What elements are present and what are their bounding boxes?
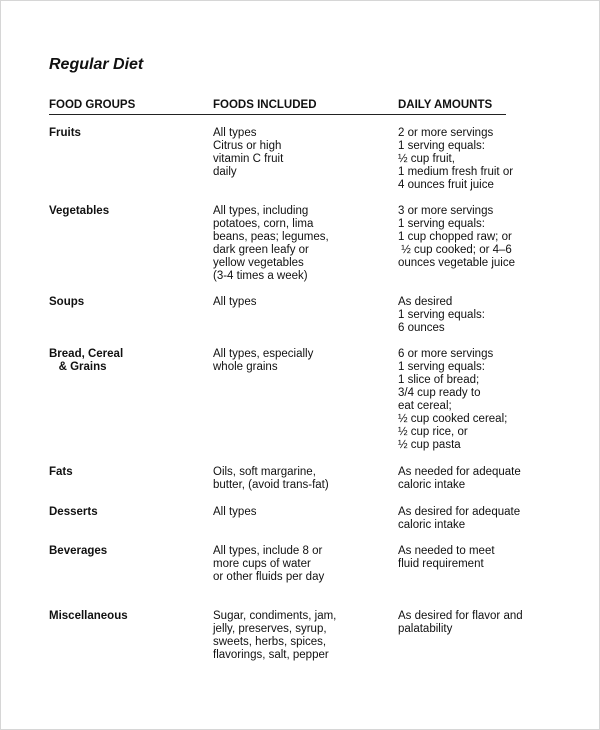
cell-line: caloric intake xyxy=(398,479,466,491)
foods-included-cell xyxy=(213,205,329,283)
daily-amounts-cell xyxy=(398,466,521,492)
daily-amounts-cell xyxy=(398,205,515,270)
cell-line: 1 serving equals: xyxy=(398,140,485,152)
cell-line: Sugar, condiments, jam, xyxy=(213,610,337,622)
cell-line: daily xyxy=(213,166,237,178)
cell-line: whole grains xyxy=(213,361,278,373)
cell-line: ½ cup fruit, xyxy=(398,153,455,165)
cell-line: 6 ounces xyxy=(398,322,445,334)
cell-line: palatability xyxy=(398,623,453,635)
cell-line: ounces vegetable juice xyxy=(398,257,515,269)
cell-line: caloric intake xyxy=(398,519,466,531)
foods-included-cell xyxy=(213,610,336,662)
cell-line: 1 slice of bread; xyxy=(398,374,480,386)
cell-line: 3 or more servings xyxy=(398,205,494,217)
column-header-foods-included: FOODS INCLUDED xyxy=(213,99,317,111)
cell-line: sweets, herbs, spices, xyxy=(213,636,327,648)
food-group-cell xyxy=(49,348,123,374)
cell-line: All types xyxy=(213,296,257,308)
cell-line: potatoes, corn, lima xyxy=(213,218,314,230)
cell-line: ½ cup rice, or xyxy=(398,426,468,438)
food-group-cell xyxy=(49,610,128,623)
cell-line: 2 or more servings xyxy=(398,127,494,139)
cell-line: As desired for adequate xyxy=(398,506,521,518)
food-group-cell xyxy=(49,545,107,558)
cell-line: As desired xyxy=(398,296,453,308)
table-header xyxy=(49,99,506,115)
food-group-cell xyxy=(49,506,98,519)
cell-line: more cups of water xyxy=(213,558,311,570)
cell-line: Citrus or high xyxy=(213,140,282,152)
cell-line: All types xyxy=(213,127,257,139)
cell-line: flavorings, salt, pepper xyxy=(213,649,329,661)
cell-line: ½ cup pasta xyxy=(398,439,461,451)
cell-line: (3-4 times a week) xyxy=(213,270,308,282)
daily-amounts-cell xyxy=(398,348,507,452)
cell-line: 1 cup chopped raw; or xyxy=(398,231,512,243)
cell-line: 1 serving equals: xyxy=(398,361,485,373)
cell-line: or other fluids per day xyxy=(213,571,325,583)
food-group-cell xyxy=(49,127,81,140)
cell-line: Soups xyxy=(49,296,85,308)
cell-line: Vegetables xyxy=(49,205,110,217)
foods-included-cell xyxy=(213,545,324,584)
daily-amounts-cell xyxy=(398,506,520,532)
column-header-food-groups: FOOD GROUPS xyxy=(49,99,136,111)
cell-line: All types, including xyxy=(213,205,309,217)
document-title: Regular Diet xyxy=(49,56,144,73)
cell-line: Miscellaneous xyxy=(49,610,128,622)
cell-line: Desserts xyxy=(49,506,98,518)
cell-line: Bread, Cereal xyxy=(49,348,124,360)
daily-amounts-cell xyxy=(398,127,513,192)
cell-line: eat cereal; xyxy=(398,400,452,412)
cell-line: As needed to meet xyxy=(398,545,495,557)
foods-included-cell xyxy=(213,296,256,309)
cell-line: ½ cup cooked cereal; xyxy=(398,413,508,425)
cell-line: 1 medium fresh fruit or xyxy=(398,166,514,178)
foods-included-cell xyxy=(213,506,256,519)
cell-line: butter, (avoid trans-fat) xyxy=(213,479,329,491)
cell-line: Oils, soft margarine, xyxy=(213,466,316,478)
cell-line: & Grains xyxy=(49,361,107,373)
cell-line: vitamin C fruit xyxy=(213,153,284,165)
cell-line: yellow vegetables xyxy=(213,257,304,269)
cell-line: 1 serving equals: xyxy=(398,309,485,321)
cell-line: ½ cup cooked; or 4–6 xyxy=(398,244,512,256)
cell-line: Fats xyxy=(49,466,73,478)
daily-amounts-cell xyxy=(398,610,523,636)
cell-line: As desired for flavor and xyxy=(398,610,523,622)
cell-line: fluid requirement xyxy=(398,558,484,570)
cell-line: 1 serving equals: xyxy=(398,218,485,230)
cell-line: Fruits xyxy=(49,127,81,139)
cell-line: All types, include 8 or xyxy=(213,545,323,557)
food-group-cell xyxy=(49,205,109,218)
foods-included-cell xyxy=(213,127,283,179)
cell-line: All types xyxy=(213,506,257,518)
cell-line: dark green leafy or xyxy=(213,244,309,256)
cell-line: All types, especially xyxy=(213,348,314,360)
cell-line: 6 or more servings xyxy=(398,348,494,360)
column-header-daily-amounts: DAILY AMOUNTS xyxy=(398,99,493,111)
cell-line: 3/4 cup ready to xyxy=(398,387,481,399)
daily-amounts-cell xyxy=(398,296,485,335)
cell-line: As needed for adequate xyxy=(398,466,521,478)
foods-included-cell xyxy=(213,466,329,492)
daily-amounts-cell xyxy=(398,545,495,571)
cell-line: 4 ounces fruit juice xyxy=(398,179,494,191)
foods-included-cell xyxy=(213,348,313,374)
cell-line: jelly, preserves, syrup, xyxy=(213,623,327,635)
food-group-cell xyxy=(49,466,73,479)
cell-line: beans, peas; legumes, xyxy=(213,231,329,243)
cell-line: Beverages xyxy=(49,545,108,557)
food-group-cell xyxy=(49,296,84,309)
